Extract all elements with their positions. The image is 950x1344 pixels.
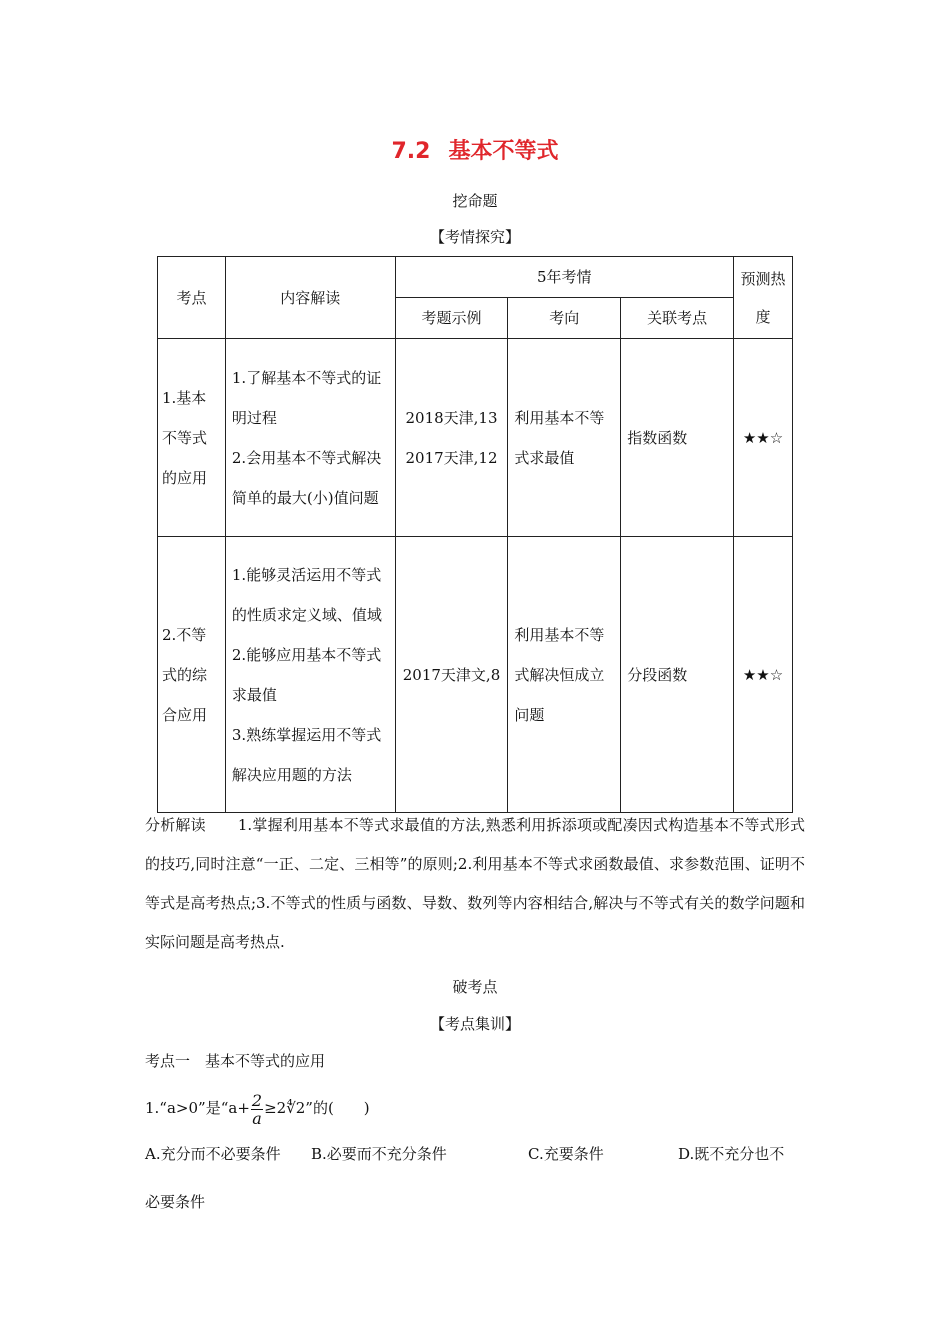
analysis-paragraph	[145, 806, 805, 962]
row2-content	[225, 537, 395, 813]
row1-heat-stars: ★★☆	[733, 339, 792, 537]
page-title	[0, 134, 950, 165]
row1-direction: 利用基本不等式求最值	[508, 339, 621, 537]
row2-heat-stars: ★★☆	[733, 537, 792, 813]
question-1-suffix: ≥2∜2”的( )	[264, 1099, 370, 1117]
row2-direction: 利用基本不等式解决恒成立问题	[508, 537, 621, 813]
section-heading-pokaodian: 破考点	[452, 978, 498, 996]
question-1-prefix: 1.“a>0”是“a+	[145, 1099, 250, 1117]
option-b[interactable]: B.必要而不充分条件	[311, 1145, 447, 1163]
table-row	[158, 537, 793, 813]
header-example: 考题示例	[395, 298, 508, 339]
header-five-year: 5年考情	[395, 257, 733, 298]
row2-content-line: 1.能够灵活运用不等式的性质求定义域、值域	[231, 565, 382, 624]
section-subheading-kaoqing: 【考情探究】	[429, 228, 520, 246]
topic-heading: 考点一 基本不等式的应用	[145, 1052, 326, 1070]
row1-examples	[395, 339, 508, 537]
fraction-denominator: a	[252, 1108, 262, 1128]
row2-kaodian: 2.不等式的综合应用	[158, 537, 226, 813]
option-d-continuation: 必要条件	[145, 1193, 206, 1211]
row1-kaodian: 1.基本不等式的应用	[158, 339, 226, 537]
header-kaodian: 考点	[158, 257, 226, 339]
option-a[interactable]: A.充分而不必要条件	[145, 1145, 281, 1163]
fraction-numerator: 2	[251, 1090, 263, 1110]
option-d[interactable]: D.既不充分也不	[678, 1145, 785, 1163]
row2-related: 分段函数	[621, 537, 734, 813]
row2-examples	[395, 537, 508, 813]
row1-example: 2018天津,13	[405, 408, 498, 427]
question-1	[145, 1088, 805, 1128]
table-row	[158, 339, 793, 537]
fraction	[251, 1092, 263, 1127]
title-number: 7.2	[391, 139, 431, 164]
row2-content-line: 2.能够应用基本不等式求最值	[231, 645, 382, 704]
exam-analysis-table	[157, 256, 793, 813]
title-text: 基本不等式	[448, 139, 559, 164]
section-heading-wamingti: 挖命题	[452, 192, 498, 210]
row2-content-line: 3.熟练掌握运用不等式解决应用题的方法	[231, 725, 382, 784]
analysis-label: 分析解读	[145, 816, 206, 834]
analysis-text: 1.掌握利用基本不等式求最值的方法,熟悉利用拆添项或配凑因式构造基本不等式形式的技巧,同时注意“一正、二定、三相等”的原则;2.利用基本不等式求函数最值、求参数范围、证明不等式是高考热点;3.不等式的性质与函数、导数、数列等内容相结合,解决与不等式有关的数学问题和实际问题是高考热点.	[145, 816, 805, 951]
row1-related: 指数函数	[621, 339, 734, 537]
row1-content-line: 1.了解基本不等式的证明过程	[231, 368, 382, 427]
row1-content-line: 2.会用基本不等式解决简单的最大(小)值问题	[231, 448, 382, 507]
row2-example: 2017天津文,8	[402, 665, 501, 684]
option-c[interactable]: C.充要条件	[528, 1145, 604, 1163]
header-yuce: 预测热度	[733, 257, 792, 339]
header-direction: 考向	[508, 298, 621, 339]
header-related: 关联考点	[621, 298, 734, 339]
row1-example: 2017天津,12	[405, 448, 498, 467]
section-subheading-jixun: 【考点集训】	[429, 1015, 520, 1033]
header-neirong: 内容解读	[225, 257, 395, 339]
row1-content	[225, 339, 395, 537]
